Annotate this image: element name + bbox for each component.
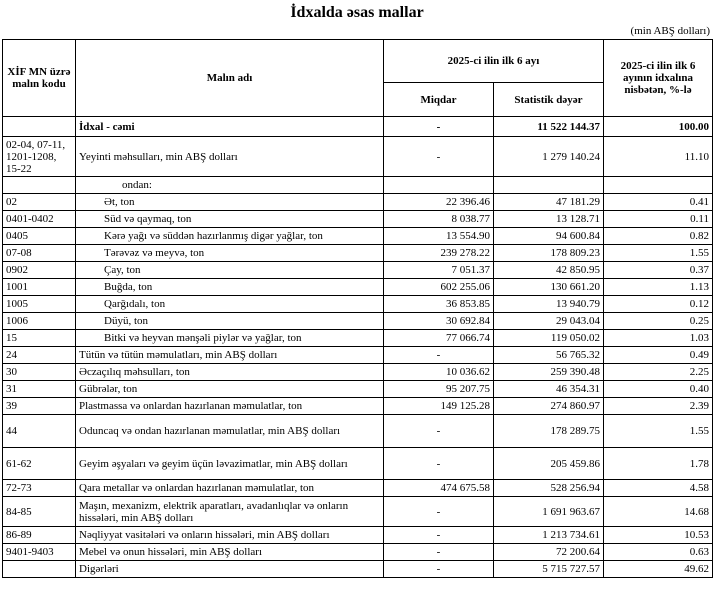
table-row: [3, 245, 713, 262]
row-share: 0.11: [604, 211, 713, 228]
row-qty: -: [384, 415, 494, 448]
row-name: Buğda, ton: [76, 279, 384, 296]
row-qty: 7 051.37: [384, 262, 494, 279]
row-qty: -: [384, 561, 494, 578]
total-share: 100.00: [604, 117, 713, 137]
row-value: 29 043.04: [494, 313, 604, 330]
row-name: ondan:: [76, 177, 384, 194]
row-share: 0.49: [604, 347, 713, 364]
row-qty: 239 278.22: [384, 245, 494, 262]
table-row: [3, 561, 713, 578]
row-qty: 8 038.77: [384, 211, 494, 228]
table-row: [3, 364, 713, 381]
row-code: 72-73: [3, 480, 76, 497]
row-code: 1006: [3, 313, 76, 330]
table-row: [3, 228, 713, 245]
table-row: [3, 211, 713, 228]
unit-note: (min ABŞ dolları): [630, 25, 710, 37]
row-qty: -: [384, 137, 494, 177]
row-name: Qarğıdalı, ton: [76, 296, 384, 313]
header-name: Malın adı: [76, 40, 384, 117]
row-name: Maşın, mexanizm, elektrik aparatları, avadanlıqlar və onların hissələri, min ABŞ dolları: [76, 497, 384, 527]
row-name: Kərə yağı və süddən hazırlanmış digər yağlar, ton: [76, 228, 384, 245]
row-name: Bitki və heyvan mənşəli piylər və yağlar, ton: [76, 330, 384, 347]
row-share: 14.68: [604, 497, 713, 527]
row-value: 13 128.71: [494, 211, 604, 228]
row-name: Plastmassa və onlardan hazırlanan məmulatlar, ton: [76, 398, 384, 415]
row-code: 15: [3, 330, 76, 347]
row-code: [3, 177, 76, 194]
row-share: 2.39: [604, 398, 713, 415]
table-row: [3, 544, 713, 561]
row-name: Nəqliyyat vasitələri və onların hissələri, min ABŞ dolları: [76, 527, 384, 544]
row-qty: 10 036.62: [384, 364, 494, 381]
row-share: 1.13: [604, 279, 713, 296]
row-code: 1005: [3, 296, 76, 313]
row-name: Gübrələr, ton: [76, 381, 384, 398]
table-row: [3, 262, 713, 279]
row-code: 9401-9403: [3, 544, 76, 561]
total-row: [3, 117, 713, 137]
row-share: 0.12: [604, 296, 713, 313]
row-name: Qara metallar və onlardan hazırlanan məmulatlar, ton: [76, 480, 384, 497]
row-name: Geyim əşyaları və geyim üçün ləvazimatlar, min ABŞ dolları: [76, 448, 384, 480]
row-name: Süd və qaymaq, ton: [76, 211, 384, 228]
row-qty: 474 675.58: [384, 480, 494, 497]
table-row: [3, 313, 713, 330]
row-qty: -: [384, 544, 494, 561]
row-name: Mebel və onun hissələri, min ABŞ dolları: [76, 544, 384, 561]
row-qty: 13 554.90: [384, 228, 494, 245]
row-code: 07-08: [3, 245, 76, 262]
header-qty: Miqdar: [384, 83, 494, 117]
row-share: 2.25: [604, 364, 713, 381]
row-code: 0902: [3, 262, 76, 279]
table-row: [3, 347, 713, 364]
row-code: 30: [3, 364, 76, 381]
row-value: 42 850.95: [494, 262, 604, 279]
row-qty: -: [384, 347, 494, 364]
row-name: Yeyinti məhsulları, min ABŞ dolları: [76, 137, 384, 177]
header-share: 2025-ci ilin ilk 6 ayının idxalına nisbətən, %-lə: [604, 40, 713, 117]
row-name: Tütün və tütün məmulatları, min ABŞ dolları: [76, 347, 384, 364]
row-value: [494, 177, 604, 194]
row-code: 0401-0402: [3, 211, 76, 228]
row-share: 49.62: [604, 561, 713, 578]
row-code: 0405: [3, 228, 76, 245]
row-value: 178 289.75: [494, 415, 604, 448]
row-code: [3, 561, 76, 578]
row-share: 11.10: [604, 137, 713, 177]
row-value: 178 809.23: [494, 245, 604, 262]
row-share: 0.41: [604, 194, 713, 211]
header-code: XİF MN üzrə malın kodu: [3, 40, 76, 117]
row-qty: -: [384, 448, 494, 480]
row-share: 0.37: [604, 262, 713, 279]
row-code: 61-62: [3, 448, 76, 480]
total-qty: -: [384, 117, 494, 137]
table-row: [3, 194, 713, 211]
row-share: 0.63: [604, 544, 713, 561]
row-value: 1 279 140.24: [494, 137, 604, 177]
table-row: [3, 381, 713, 398]
row-value: 94 600.84: [494, 228, 604, 245]
row-share: 1.55: [604, 415, 713, 448]
row-code: 84-85: [3, 497, 76, 527]
row-value: 528 256.94: [494, 480, 604, 497]
row-share: 1.03: [604, 330, 713, 347]
row-value: 13 940.79: [494, 296, 604, 313]
row-value: 130 661.20: [494, 279, 604, 296]
row-qty: -: [384, 527, 494, 544]
row-code: 39: [3, 398, 76, 415]
table-row: [3, 480, 713, 497]
total-name: İdxal - cəmi: [76, 117, 384, 137]
table-row: [3, 177, 713, 194]
row-share: 0.25: [604, 313, 713, 330]
row-value: 72 200.64: [494, 544, 604, 561]
header-period: 2025-ci ilin ilk 6 ayı: [384, 40, 604, 83]
row-share: 4.58: [604, 480, 713, 497]
table-row: [3, 279, 713, 296]
page-title: İdxalda əsas mallar: [290, 4, 424, 21]
table-row: [3, 330, 713, 347]
row-qty: [384, 177, 494, 194]
row-qty: 95 207.75: [384, 381, 494, 398]
row-value: 259 390.48: [494, 364, 604, 381]
row-name: Çay, ton: [76, 262, 384, 279]
total-value: 11 522 144.37: [494, 117, 604, 137]
row-code: 44: [3, 415, 76, 448]
row-code: 02-04, 07-11, 1201-1208, 15-22: [3, 137, 76, 177]
row-code: 02: [3, 194, 76, 211]
row-value: 119 050.02: [494, 330, 604, 347]
row-name: Ət, ton: [76, 194, 384, 211]
row-value: 205 459.86: [494, 448, 604, 480]
imports-table: [2, 39, 713, 578]
row-value: 274 860.97: [494, 398, 604, 415]
table-row: [3, 137, 713, 177]
row-value: 5 715 727.57: [494, 561, 604, 578]
row-name: Düyü, ton: [76, 313, 384, 330]
total-code: [3, 117, 76, 137]
table-row: [3, 497, 713, 527]
row-value: 1 213 734.61: [494, 527, 604, 544]
row-name: Tərəvəz və meyvə, ton: [76, 245, 384, 262]
row-share: 0.40: [604, 381, 713, 398]
table-row: [3, 296, 713, 313]
row-share: [604, 177, 713, 194]
row-code: 31: [3, 381, 76, 398]
header-value: Statistik dəyər: [494, 83, 604, 117]
row-code: 1001: [3, 279, 76, 296]
row-name: Digərləri: [76, 561, 384, 578]
row-value: 46 354.31: [494, 381, 604, 398]
row-code: 24: [3, 347, 76, 364]
table-row: [3, 448, 713, 480]
row-share: 0.82: [604, 228, 713, 245]
row-value: 1 691 963.67: [494, 497, 604, 527]
row-code: 86-89: [3, 527, 76, 544]
row-share: 10.53: [604, 527, 713, 544]
row-name: Əczaçılıq məhsulları, ton: [76, 364, 384, 381]
table-row: [3, 398, 713, 415]
row-value: 47 181.29: [494, 194, 604, 211]
row-qty: -: [384, 497, 494, 527]
row-qty: 36 853.85: [384, 296, 494, 313]
row-qty: 602 255.06: [384, 279, 494, 296]
table-row: [3, 527, 713, 544]
row-value: 56 765.32: [494, 347, 604, 364]
row-qty: 77 066.74: [384, 330, 494, 347]
table-body: [3, 117, 713, 578]
row-qty: 22 396.46: [384, 194, 494, 211]
row-qty: 30 692.84: [384, 313, 494, 330]
row-share: 1.55: [604, 245, 713, 262]
row-share: 1.78: [604, 448, 713, 480]
table-row: [3, 415, 713, 448]
row-qty: 149 125.28: [384, 398, 494, 415]
row-name: Oduncaq və ondan hazırlanan məmulatlar, min ABŞ dolları: [76, 415, 384, 448]
